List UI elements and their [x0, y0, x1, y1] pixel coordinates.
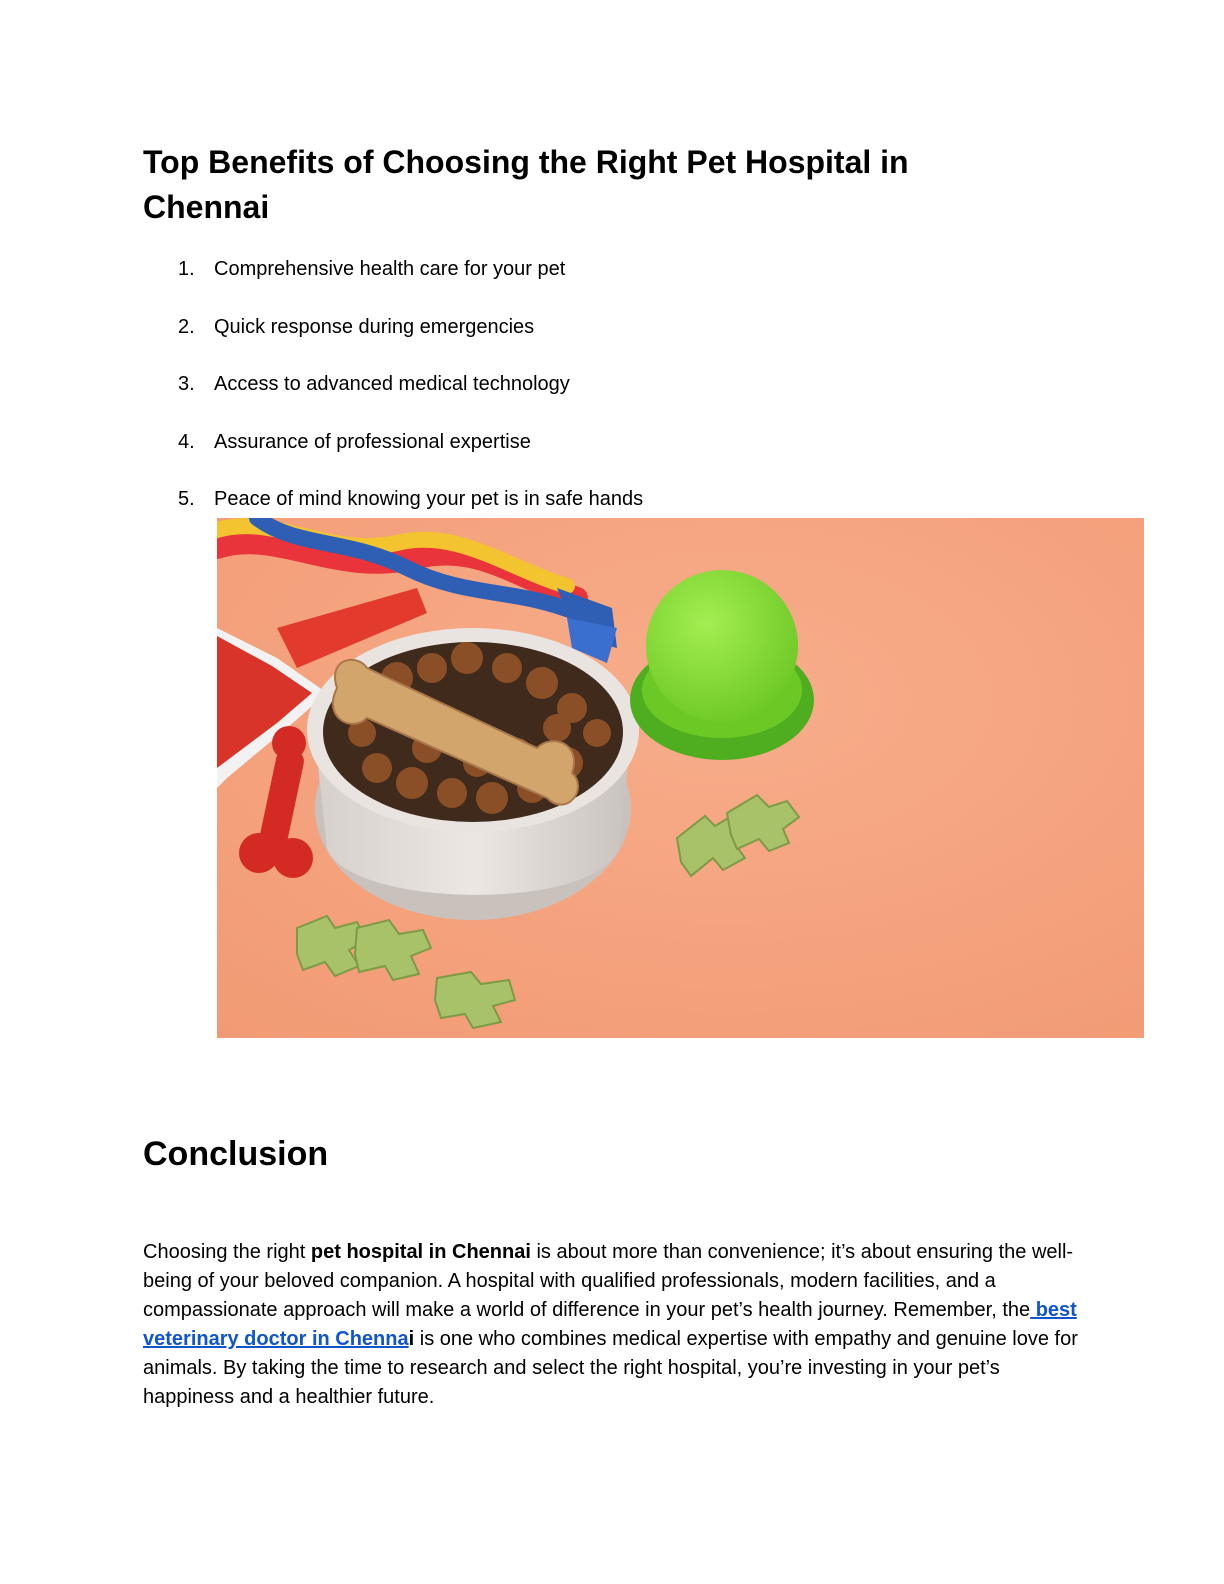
conclusion-paragraph [143, 1238, 1083, 1412]
conclusion-text-part3: is one who combines medical expertise with empathy and genuine love for animals. By taking the time to research and select the right hospital, you’re investing in your pet’s happiness and a healthier future. [143, 1328, 1078, 1408]
list-item-number: 2. [178, 315, 195, 338]
list-item-text: Peace of mind knowing your pet is in safe hands [214, 488, 644, 510]
conclusion-text-part1: Choosing the right [143, 1241, 311, 1263]
pet-supplies-photo [217, 518, 1144, 1038]
list-item-number: 4. [178, 430, 195, 453]
conclusion-text-part2: is about more than convenience; it’s about ensuring the well-being of your beloved companion. A hospital with qualified professionals, modern facilities, and a compassionate approach will make a world of difference in your pet’s health journey. Remember, the [143, 1241, 1074, 1321]
list-item-number: 5. [178, 488, 195, 510]
conclusion-link-trail: i [408, 1328, 415, 1350]
list-item-number: 1. [178, 258, 195, 280]
conclusion-heading: Conclusion [143, 1135, 329, 1173]
list-item-number: 3. [178, 373, 195, 395]
list-item-text: Access to advanced medical technology [214, 373, 570, 395]
vet-doctor-link[interactable]: best veterinary doctor in Chenna [143, 1299, 1077, 1350]
article-title: Top Benefits of Choosing the Right Pet Hospital in Chennai [143, 144, 909, 225]
list-item-text: Assurance of professional expertise [214, 430, 531, 453]
conclusion-bold-phrase: pet hospital in Chennai [310, 1241, 531, 1263]
list-item-text: Comprehensive health care for your pet [214, 258, 566, 280]
list-item-text: Quick response during emergencies [214, 315, 535, 338]
